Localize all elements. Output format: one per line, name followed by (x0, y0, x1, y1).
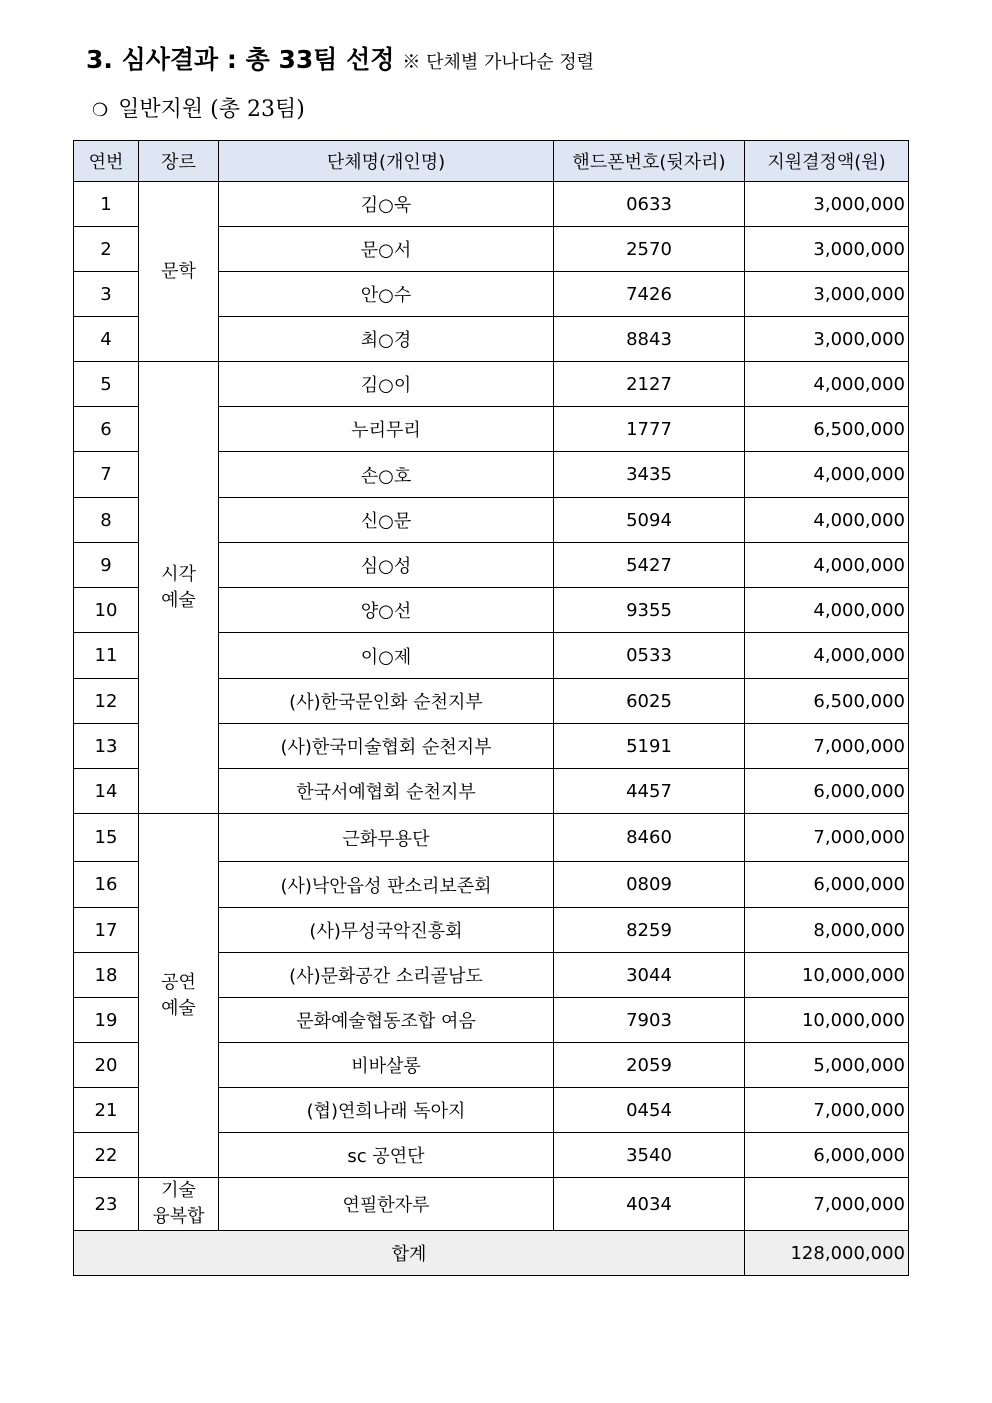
support-amount: 10,000,000 (745, 953, 909, 998)
team-name: 문○서 (219, 227, 554, 272)
row-number: 3 (74, 272, 139, 317)
team-name: 손○호 (219, 452, 554, 498)
genre-cell: 문학 (139, 182, 219, 362)
row-number: 8 (74, 498, 139, 543)
phone-last-digits: 8843 (554, 317, 745, 362)
phone-last-digits: 4034 (554, 1178, 745, 1231)
team-name: 신○문 (219, 498, 554, 543)
header-genre: 장르 (139, 141, 219, 182)
team-name: (사)문화공간 소리골남도 (219, 953, 554, 998)
team-name: 안○수 (219, 272, 554, 317)
phone-last-digits: 5191 (554, 724, 745, 769)
support-amount: 4,000,000 (745, 588, 909, 633)
phone-last-digits: 9355 (554, 588, 745, 633)
support-amount: 6,000,000 (745, 769, 909, 814)
table-row (74, 814, 909, 862)
row-number: 11 (74, 633, 139, 679)
row-number: 14 (74, 769, 139, 814)
header-no: 연번 (74, 141, 139, 182)
sort-note: ※ 단체별 가나다순 정렬 (402, 52, 595, 73)
phone-last-digits: 7903 (554, 998, 745, 1043)
team-name: 비바살롱 (219, 1043, 554, 1088)
circle-bullet-icon: ❍ (92, 100, 109, 121)
row-number: 22 (74, 1133, 139, 1178)
support-amount: 7,000,000 (745, 724, 909, 769)
page-title (86, 40, 594, 76)
support-amount: 4,000,000 (745, 498, 909, 543)
phone-last-digits: 0809 (554, 862, 745, 908)
row-number: 18 (74, 953, 139, 998)
row-number: 5 (74, 362, 139, 407)
row-number: 16 (74, 862, 139, 908)
phone-last-digits: 4457 (554, 769, 745, 814)
genre-cell: 기술 융복합 (139, 1178, 219, 1231)
table-row (74, 1178, 909, 1231)
table-row (74, 362, 909, 407)
row-number: 13 (74, 724, 139, 769)
total-amount: 128,000,000 (745, 1231, 909, 1276)
team-name: (사)한국미술협회 순천지부 (219, 724, 554, 769)
phone-last-digits: 8259 (554, 908, 745, 953)
phone-last-digits: 2127 (554, 362, 745, 407)
genre-cell: 시각 예술 (139, 362, 219, 814)
team-name: 근화무용단 (219, 814, 554, 862)
row-number: 2 (74, 227, 139, 272)
team-name: 연필한자루 (219, 1178, 554, 1231)
row-number: 17 (74, 908, 139, 953)
row-number: 6 (74, 407, 139, 452)
phone-last-digits: 1777 (554, 407, 745, 452)
team-name: (협)연희나래 독아지 (219, 1088, 554, 1133)
support-amount: 7,000,000 (745, 1178, 909, 1231)
genre-cell: 공연 예술 (139, 814, 219, 1178)
row-number: 1 (74, 182, 139, 227)
team-name: 이○제 (219, 633, 554, 679)
support-amount: 3,000,000 (745, 182, 909, 227)
support-amount: 4,000,000 (745, 362, 909, 407)
support-amount: 6,500,000 (745, 407, 909, 452)
header-name: 단체명(개인명) (219, 141, 554, 182)
support-amount: 6,500,000 (745, 679, 909, 724)
row-number: 9 (74, 543, 139, 588)
team-name: (사)무성국악진흥회 (219, 908, 554, 953)
row-number: 19 (74, 998, 139, 1043)
row-number: 20 (74, 1043, 139, 1088)
section-heading (92, 92, 305, 123)
phone-last-digits: 0454 (554, 1088, 745, 1133)
title-text: 3. 심사결과 : 총 33팀 선정 (86, 45, 395, 74)
support-amount: 4,000,000 (745, 633, 909, 679)
support-amount: 6,000,000 (745, 1133, 909, 1178)
phone-last-digits: 6025 (554, 679, 745, 724)
row-number: 10 (74, 588, 139, 633)
row-number: 7 (74, 452, 139, 498)
phone-last-digits: 8460 (554, 814, 745, 862)
row-number: 23 (74, 1178, 139, 1231)
table-row (74, 182, 909, 227)
support-amount: 10,000,000 (745, 998, 909, 1043)
team-name: 심○성 (219, 543, 554, 588)
support-amount: 4,000,000 (745, 452, 909, 498)
team-name: 김○이 (219, 362, 554, 407)
table-header-row (74, 141, 909, 182)
support-amount: 3,000,000 (745, 272, 909, 317)
team-name: 최○경 (219, 317, 554, 362)
team-name: 문화예술협동조합 여음 (219, 998, 554, 1043)
support-amount: 3,000,000 (745, 227, 909, 272)
phone-last-digits: 5094 (554, 498, 745, 543)
team-name: 김○욱 (219, 182, 554, 227)
header-phone: 핸드폰번호(뒷자리) (554, 141, 745, 182)
team-name: (사)낙안읍성 판소리보존회 (219, 862, 554, 908)
phone-last-digits: 3044 (554, 953, 745, 998)
phone-last-digits: 2059 (554, 1043, 745, 1088)
row-number: 12 (74, 679, 139, 724)
team-name: 한국서예협회 순천지부 (219, 769, 554, 814)
row-number: 15 (74, 814, 139, 862)
phone-last-digits: 3435 (554, 452, 745, 498)
support-amount: 5,000,000 (745, 1043, 909, 1088)
header-amount: 지원결정액(원) (745, 141, 909, 182)
support-amount: 7,000,000 (745, 1088, 909, 1133)
team-name: sc 공연단 (219, 1133, 554, 1178)
results-table (73, 140, 909, 1276)
phone-last-digits: 7426 (554, 272, 745, 317)
total-row (74, 1231, 909, 1276)
support-amount: 6,000,000 (745, 862, 909, 908)
support-amount: 8,000,000 (745, 908, 909, 953)
team-name: (사)한국문인화 순천지부 (219, 679, 554, 724)
support-amount: 3,000,000 (745, 317, 909, 362)
phone-last-digits: 2570 (554, 227, 745, 272)
phone-last-digits: 0533 (554, 633, 745, 679)
phone-last-digits: 3540 (554, 1133, 745, 1178)
row-number: 4 (74, 317, 139, 362)
phone-last-digits: 0633 (554, 182, 745, 227)
team-name: 누리무리 (219, 407, 554, 452)
row-number: 21 (74, 1088, 139, 1133)
phone-last-digits: 5427 (554, 543, 745, 588)
section-label: 일반지원 (총 23팀) (118, 97, 305, 122)
total-label: 합계 (74, 1231, 745, 1276)
table-body (74, 182, 909, 1276)
support-amount: 7,000,000 (745, 814, 909, 862)
support-amount: 4,000,000 (745, 543, 909, 588)
team-name: 양○선 (219, 588, 554, 633)
